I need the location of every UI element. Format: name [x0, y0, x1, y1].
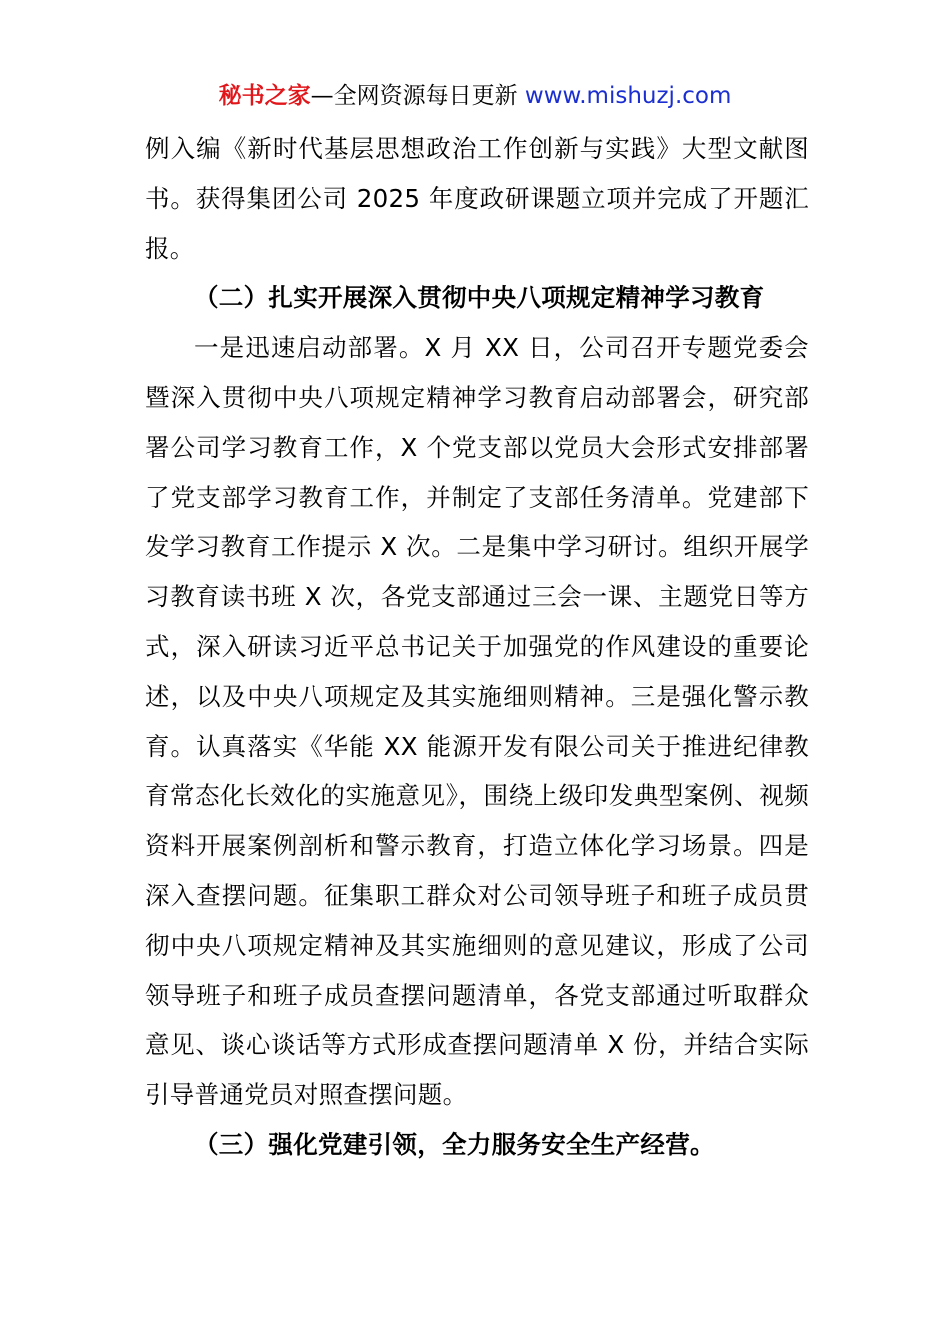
section-heading-2: （二）扎实开展深入贯彻中央八项规定精神学习教育 [194, 283, 765, 313]
document-body [145, 124, 809, 1170]
header-brand: 秘书之家 [218, 83, 311, 109]
header-url-link[interactable]: www.mishuzj.com [524, 83, 732, 109]
page-header [0, 80, 950, 112]
paragraph-2: 一是迅速启动部署。X 月 XX 日，公司召开专题党委会暨深入贯彻中央八项规定精神学习教育启动部署会，研究部署公司学习教育工作，X 个党支部以党员大会形式安排部署了党支部学习教育工作，并制定了支部任务清单。党建部下发学习教育工作提示 X 次。二是集中学习研讨。组织开展学习教育读书班 X 次，各党支部通过三会一课、主题党日等方式，深入研读习近平总书记关于加强党的作风建设的重要论述，以及中央八项规定及其实施细则精神。三是强化警示教育。认真落实《华能 XX 能源开发有限公司关于推进纪律教育常态化长效化的实施意见》，围绕上级印发典型案例、视频资料开展案例剖析和警示教育，打造立体化学习场景。四是深入查摆问题。征集职工群众对公司领导班子和班子成员贯彻中央八项规定精神及其实施细则的意见建议，形成了公司领导班子和班子成员查摆问题清单，各党支部通过听取群众意见、谈心谈话等方式形成查摆问题清单 X 份，并结合实际引导普通党员对照查摆问题。 [145, 333, 809, 1110]
header-tagline: —全网资源每日更新 [310, 83, 518, 109]
paragraph-continued: 例入编《新时代基层思想政治工作创新与实践》大型文献图书。获得集团公司 2025 年度政研课题立项并完成了开题汇报。 [145, 134, 809, 263]
section-heading-3: （三）强化党建引领，全力服务安全生产经营。 [194, 1129, 715, 1159]
